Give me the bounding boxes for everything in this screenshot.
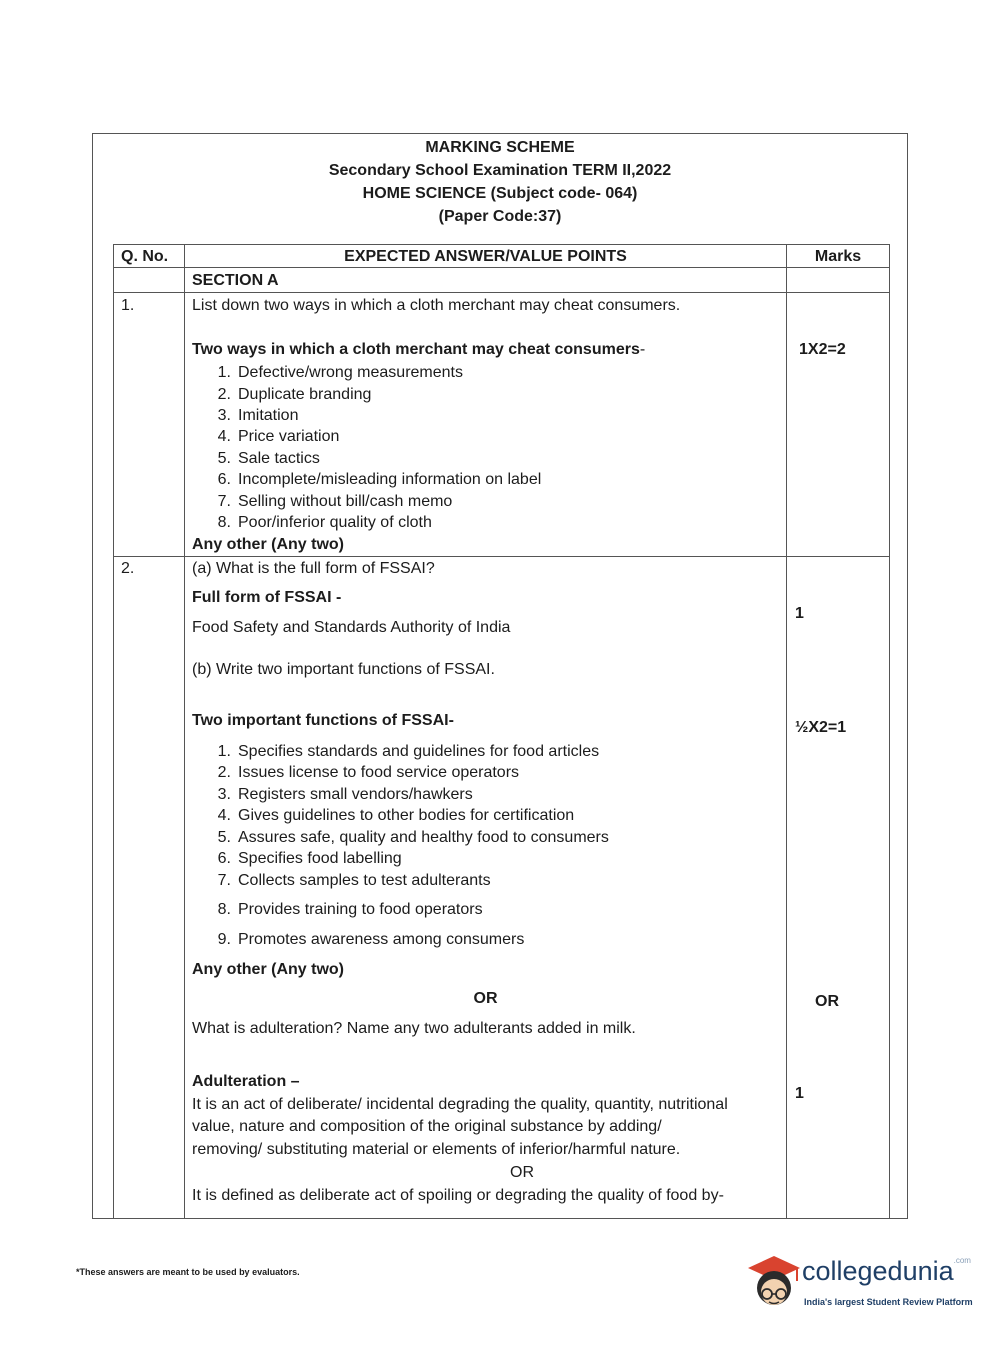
brand-suffix: .com (953, 1256, 971, 1265)
list-item: 8. Poor/inferior quality of cloth (217, 514, 432, 531)
list-item: 8. Provides training to food operators (217, 901, 483, 918)
list-item: 1. Specifies standards and guidelines for food articles (217, 743, 600, 760)
list-item: 6. Incomplete/misleading information on label (217, 471, 542, 488)
list-item: 3. Imitation (217, 407, 299, 424)
q2-definition-or: OR (510, 1164, 534, 1181)
q1-number: 1. (121, 297, 135, 314)
q2-or-marks: OR (815, 993, 839, 1010)
list-item: 6. Specifies food labelling (217, 850, 402, 867)
brand-tagline: India's largest Student Review Platform (804, 1297, 973, 1307)
q2-number: 2. (121, 560, 135, 577)
q1-row-bottom (113, 556, 890, 557)
q1-answer-heading-text: Two ways in which a cloth merchant may cheat consumers (192, 341, 640, 358)
list-item: 1. Defective/wrong measurements (217, 364, 463, 381)
q2-marks-a: 1 (795, 605, 804, 622)
list-item: 2. Duplicate branding (217, 386, 372, 403)
list-item: 4. Price variation (217, 428, 340, 445)
q2-or-divider: OR (473, 990, 498, 1007)
section-row-bottom (113, 292, 890, 293)
table-border-top (113, 244, 890, 245)
col-divider-1 (184, 244, 185, 1219)
header-paper-code: (Paper Code:37) (438, 208, 562, 225)
q2-any-other: Any other (Any two) (192, 961, 344, 978)
list-item: 4. Gives guidelines to other bodies for certification (217, 807, 575, 824)
document-header (93, 136, 907, 228)
q2-definition-line-4: It is defined as deliberate act of spoiling or degrading the quality of food by- (192, 1187, 724, 1204)
q1-marks: 1X2=2 (799, 341, 846, 358)
table-header-bottom (113, 267, 890, 268)
header-subject: HOME SCIENCE (Subject code- 064) (362, 185, 638, 202)
q2-full-form: Food Safety and Standards Authority of India (192, 619, 511, 636)
q1-question: List down two ways in which a cloth merchant may cheat consumers. (192, 297, 681, 314)
section-label: SECTION A (192, 272, 279, 289)
list-item: 9. Promotes awareness among consumers (217, 931, 525, 948)
q2-part-a: (a) What is the full form of FSSAI? (192, 560, 435, 577)
evaluator-footnote: *These answers are meant to be used by evaluators. (76, 1267, 300, 1277)
col-divider-2 (786, 244, 787, 1219)
q2-definition-line-1: It is an act of deliberate/ incidental degrading the quality, quantity, nutritional (192, 1096, 728, 1113)
q2-functions-heading: Two important functions of FSSAI- (192, 712, 454, 729)
q2-adulteration-heading: Adulteration – (192, 1073, 300, 1090)
col-header-marks: Marks (814, 248, 862, 265)
list-item: 7. Selling without bill/cash memo (217, 493, 453, 510)
q1-answer-heading (192, 339, 645, 360)
q2-full-form-heading: Full form of FSSAI - (192, 589, 342, 606)
q1-any-other: Any other (Any two) (192, 536, 344, 553)
brand-name: collegedunia$^{.com}$ (802, 1256, 971, 1286)
col-header-qno: Q. No. (121, 248, 169, 265)
table-border-right (889, 244, 890, 1219)
q2-marks-b: ½X2=1 (795, 719, 847, 736)
q2-part-b: (b) Write two important functions of FSSAI. (192, 661, 495, 678)
list-item: 2. Issues license to food service operators (217, 764, 520, 781)
list-item: 5. Assures safe, quality and healthy food to consumers (217, 829, 609, 846)
table-border-left (113, 244, 114, 1219)
q1-answer-heading-suffix: - (639, 341, 646, 358)
header-title: MARKING SCHEME (425, 139, 575, 156)
list-item: 5. Sale tactics (217, 450, 320, 467)
col-header-answer: EXPECTED ANSWER/VALUE POINTS (344, 248, 627, 265)
q2-adulteration-marks: 1 (795, 1085, 804, 1102)
header-exam: Secondary School Examination TERM II,2022 (328, 162, 672, 179)
list-item: 7. Collects samples to test adulterants (217, 872, 491, 889)
q2-definition-line-3: removing/ substituting material or elements of inferior/harmful nature. (192, 1141, 681, 1158)
q2-alt-question: What is adulteration? Name any two adulterants added in milk. (192, 1020, 636, 1037)
list-item: 3. Registers small vendors/hawkers (217, 786, 473, 803)
q2-definition-line-2: value, nature and composition of the original substance by adding/ (192, 1118, 662, 1135)
mascot-icon (744, 1252, 804, 1314)
collegedunia-logo[interactable] (744, 1252, 974, 1312)
table-border-bottom (113, 1218, 890, 1219)
